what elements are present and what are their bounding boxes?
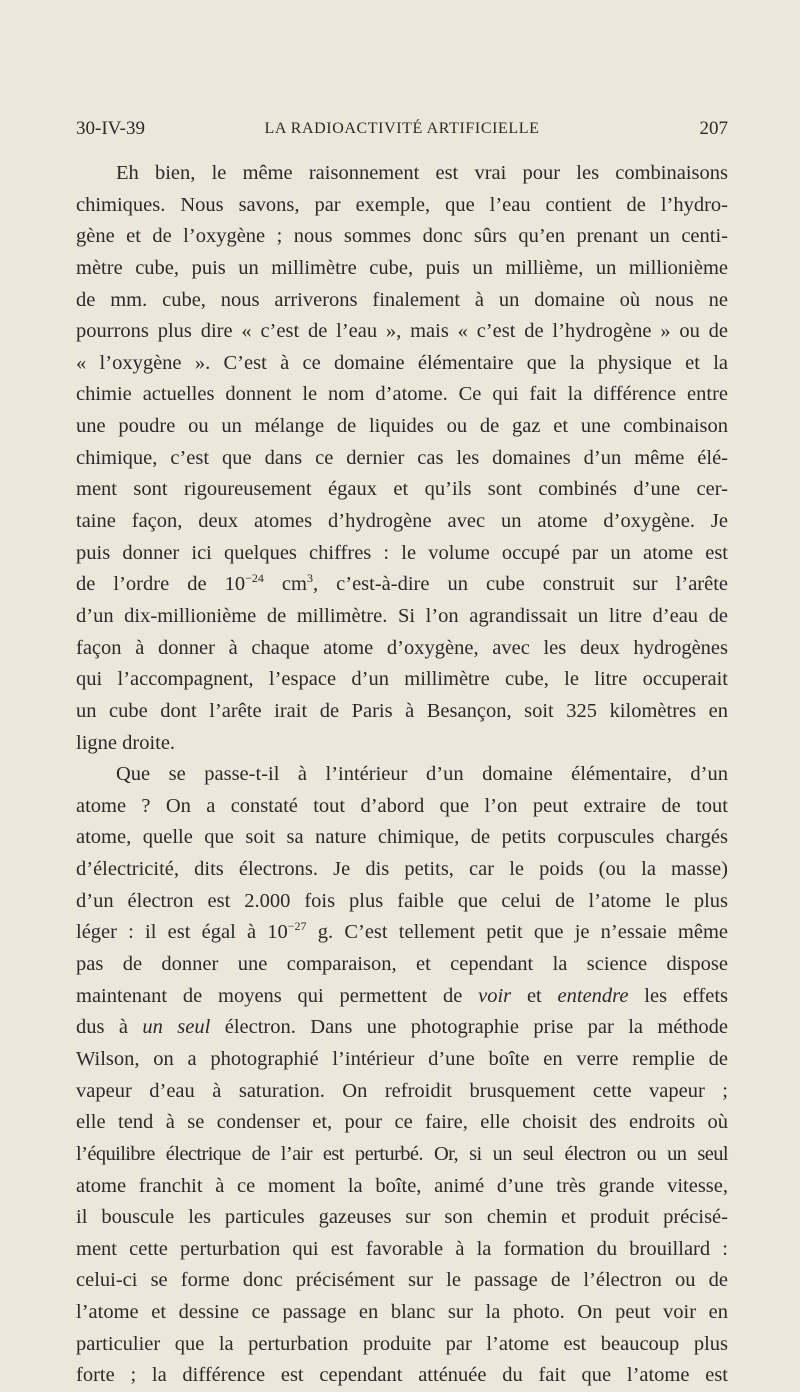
text-line: pourrons plus dire « c’est de l’eau », mais « c’est de l’hydrogène » ou de <box>76 320 728 343</box>
text-line: celui-ci se forme donc précisément sur le passage de l’électron ou de <box>76 1269 728 1292</box>
text-line: ment sont rigoureusement égaux et qu’ils sont combinés d’une cer- <box>76 478 728 501</box>
text-line: de mm. cube, nous arriverons finalement à un domaine où nous ne <box>76 288 728 311</box>
text-line: d’électricité, dits électrons. Je dis petits, car le poids (ou la masse) <box>76 858 728 881</box>
text-line: ment cette perturbation qui est favorable à la formation du brouillard : <box>76 1237 728 1260</box>
text-line: un cube dont l’arête irait de Paris à Besançon, soit 325 kilomètres en <box>76 699 728 722</box>
text-line: chimiques. Nous savons, par exemple, que l’eau contient de l’hydro- <box>76 193 728 216</box>
text-span: léger : il est égal à 10 <box>76 921 288 944</box>
text-line-with-italics <box>76 981 728 1013</box>
text-line: façon à donner à chaque atome d’oxygène, avec les deux hydrogènes <box>76 636 728 659</box>
running-head <box>76 114 728 144</box>
text-line: une poudre ou un mélange de liquides ou de gaz et une combinaison <box>76 415 728 438</box>
italic-text: entendre <box>557 984 629 1007</box>
text-span: électron. Dans une photographie prise par la méthode <box>210 1016 728 1039</box>
text-line: Wilson, on a photographié l’intérieur d’une boîte en verre remplie de <box>76 1047 728 1070</box>
text-line: d’un dix-millionième de millimètre. Si l’on agrandissait un litre d’eau de <box>76 604 728 627</box>
text-line: puis donner ici quelques chiffres : le volume occupé par un atome est <box>76 541 728 564</box>
text-span: , c’est-à-dire un cube construit sur l’arête <box>312 573 729 596</box>
text-line: atome franchit à ce moment la boîte, animé d’une très grande vitesse, <box>76 1174 728 1197</box>
text-line: atome ? On a constaté tout d’abord que l’on peut extraire de tout <box>76 794 728 817</box>
exponent: −24 <box>245 571 264 586</box>
text-line: l’atome et dessine ce passage en blanc sur la photo. On peut voir en <box>76 1301 728 1324</box>
body-text <box>76 158 728 1392</box>
text-line: l’équilibre électrique de l’air est perturbé. Or, si un seul électron ou un seul <box>76 1142 728 1165</box>
text-line-with-exponent <box>76 569 728 601</box>
italic-text: voir <box>478 984 512 1007</box>
text-line: atome, quelle que soit sa nature chimique, de petits corpuscules chargés <box>76 826 728 849</box>
text-line: Que se passe-t-il à l’intérieur d’un domaine élémentaire, d’un <box>116 763 728 786</box>
text-line: elle tend à se condenser et, pour ce faire, elle choisit des endroits où <box>76 1111 728 1134</box>
chapter-title: LA RADIOACTIVITÉ ARTIFICIELLE <box>264 120 540 137</box>
page-number: 207 <box>699 118 728 139</box>
exponent: 3 <box>306 571 313 586</box>
text-line: il bouscule les particules gazeuses sur son chemin et produit précisé- <box>76 1206 728 1229</box>
text-line: qui l’accompagnent, l’espace d’un millimètre cube, le litre occuperait <box>76 668 728 691</box>
text-span: dus à <box>76 1016 143 1039</box>
text-line: gène et de l’oxygène ; nous sommes donc sûrs qu’en prenant un centi- <box>76 225 728 248</box>
text-line: chimique, c’est que dans ce dernier cas les domaines d’un même élé- <box>76 446 728 469</box>
text-line: ligne droite. <box>76 731 176 754</box>
text-span: cm <box>263 573 307 596</box>
text-line: d’un électron est 2.000 fois plus faible que celui de l’atome le plus <box>76 889 728 912</box>
text-span: maintenant de moyens qui permettent de <box>76 984 479 1007</box>
date-label: 30-IV-39 <box>76 118 145 139</box>
text-line: particulier que la perturbation produite par l’atome est beaucoup plus <box>76 1332 728 1355</box>
text-line: forte ; la différence est cependant atténuée du fait que l’atome est <box>76 1364 728 1387</box>
text-line: chimie actuelles donnent le nom d’atome. Ce qui fait la différence entre <box>76 383 728 406</box>
text-span: les effets <box>628 984 728 1007</box>
text-line-with-exponent <box>76 917 728 949</box>
text-span: et <box>511 984 558 1007</box>
text-line: taine façon, deux atomes d’hydrogène avec un atome d’oxygène. Je <box>76 510 728 533</box>
text-line-with-italics <box>76 1012 728 1044</box>
italic-text: un seul <box>142 1016 211 1039</box>
text-line: Eh bien, le même raisonnement est vrai pour les combinaisons <box>116 162 728 184</box>
text-span: g. C’est tellement petit que je n’essaie même <box>306 921 728 944</box>
text-line: mètre cube, puis un millimètre cube, puis un millième, un millionième <box>76 256 728 279</box>
text-span: de l’ordre de 10 <box>76 573 246 596</box>
text-line: « l’oxygène ». C’est à ce domaine élémentaire que la physique et la <box>76 351 728 374</box>
text-line: vapeur d’eau à saturation. On refroidit brusquement cette vapeur ; <box>76 1079 728 1102</box>
text-line: pas de donner une comparaison, et cependant la science dispose <box>76 953 728 976</box>
exponent: −27 <box>287 919 307 934</box>
